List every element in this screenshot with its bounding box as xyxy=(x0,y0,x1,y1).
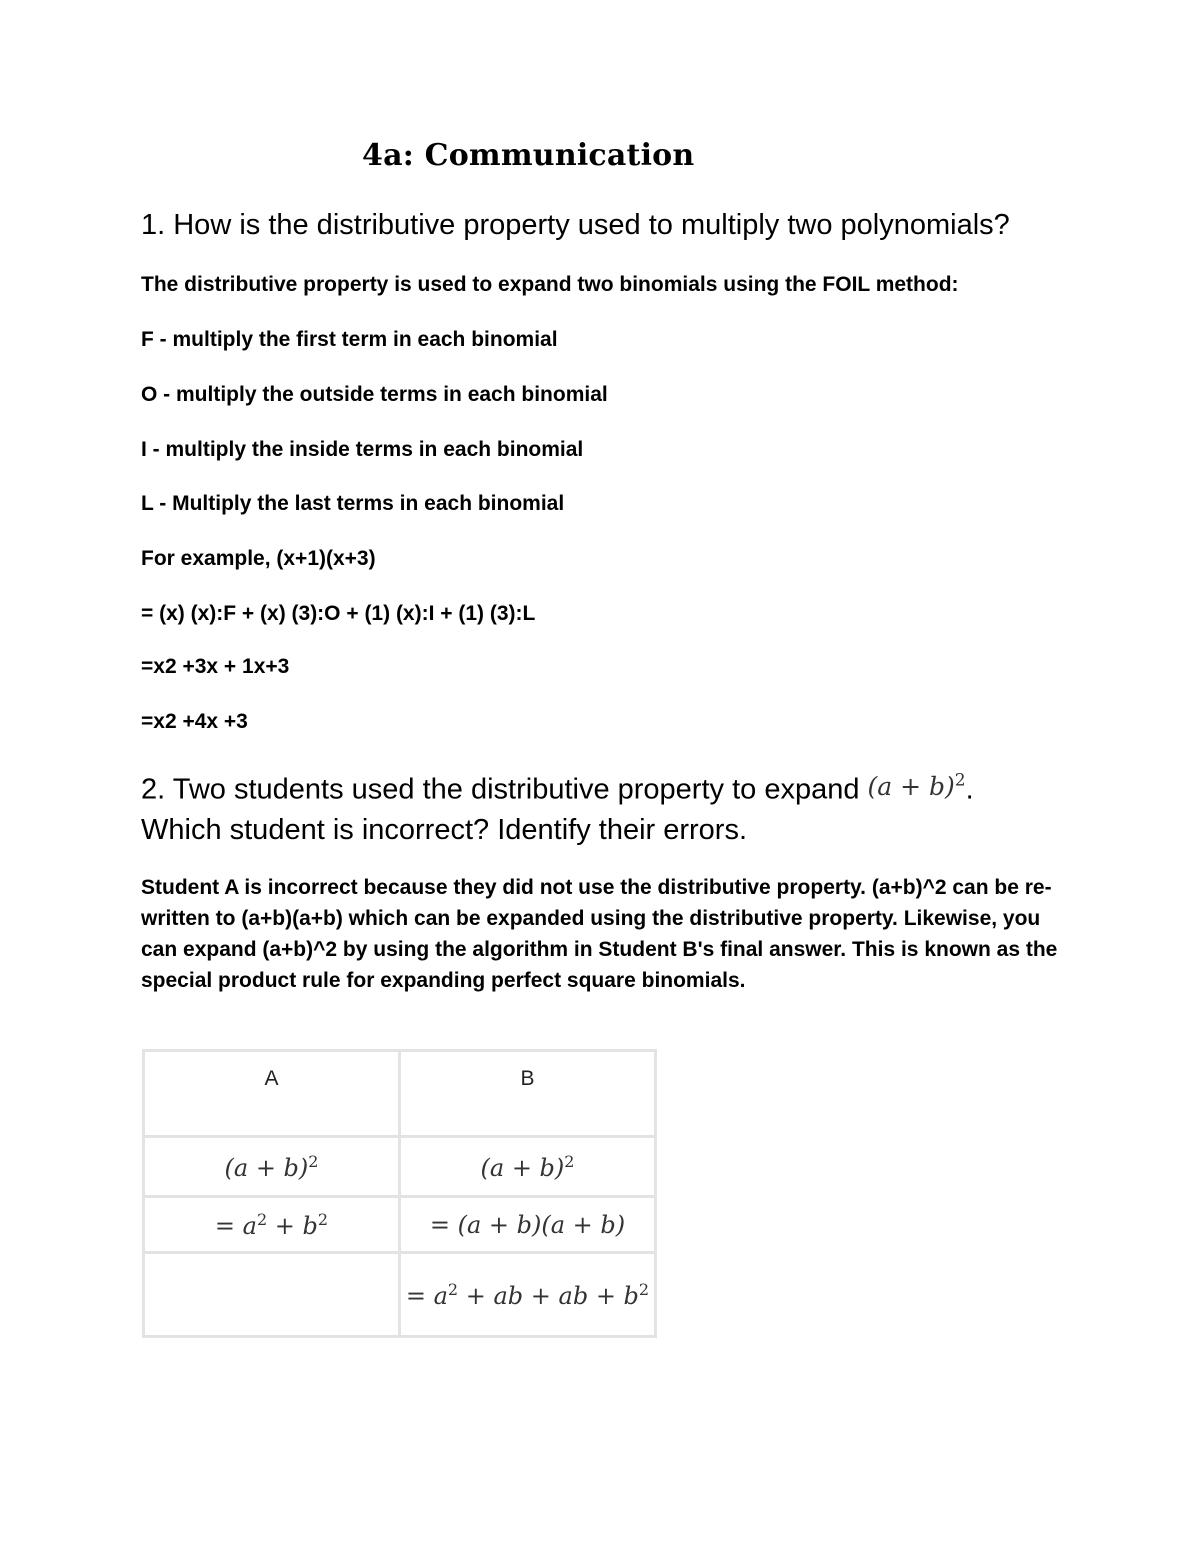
column-header-a: A xyxy=(144,1051,400,1137)
question-1: 1. How is the distributive property used to multiply two polynomials? xyxy=(141,209,1010,241)
question-2-text: 2. Two students used the distributive property to expand xyxy=(141,773,860,806)
column-header-b: B xyxy=(400,1051,656,1137)
student-a-step-2: = $a^2 + b^2$ xyxy=(144,1197,400,1253)
student-work-table xyxy=(142,1049,657,1338)
answer-line-6: For example, (x+1)(x+3) xyxy=(141,547,376,570)
question-2-line2: Which student is incorrect? Identify their errors. xyxy=(141,814,748,847)
answer-line-2: F - multiply the first term in each binomial xyxy=(141,328,558,351)
answer-line-7: = (x) (x):F + (x) (3):O + (1) (x):I + (1) (3):L xyxy=(141,602,536,625)
student-b-step-2: = (a + b)(a + b) xyxy=(400,1197,656,1253)
answer-line-5: L - Multiply the last terms in each binomial xyxy=(141,492,565,515)
answer-line-9: =x2 +4x +3 xyxy=(141,710,248,733)
question-2-answer: Student A is incorrect because they did not use the distributive property. (a+b)^2 can be re-written to (a+b)(a+b) which can be expanded using the distributive property. Likewise, you can expand (a+b)^2 by using the algorithm in Student B's final answer. This is known as the special product rule for expanding perfect square binomials. xyxy=(141,876,1058,992)
answer-line-3: O - multiply the outside terms in each binomial xyxy=(141,383,608,406)
question-2-math: $(a + b)^2$ xyxy=(867,771,966,802)
student-a-step-3 xyxy=(144,1253,400,1337)
answer-line-4: I - multiply the inside terms in each binomial xyxy=(141,438,584,461)
student-b-step-1: $(a + b)^2$ xyxy=(400,1137,656,1197)
student-b-step-3: = $a^2$ + ab + ab + $b^2$ xyxy=(400,1253,656,1337)
answer-line-1: The distributive property is used to expand two binomials using the FOIL method: xyxy=(141,273,959,296)
answer-line-8: =x2 +3x + 1x+3 xyxy=(141,655,290,678)
student-a-step-1: $(a + b)^2$ xyxy=(144,1137,400,1197)
question-2: 2. Two students used the distributive property to expand $(a + b)^2$. Which student is incorrect? Identify their errors. xyxy=(141,771,974,847)
page-title: 4a: Communication xyxy=(362,138,695,173)
